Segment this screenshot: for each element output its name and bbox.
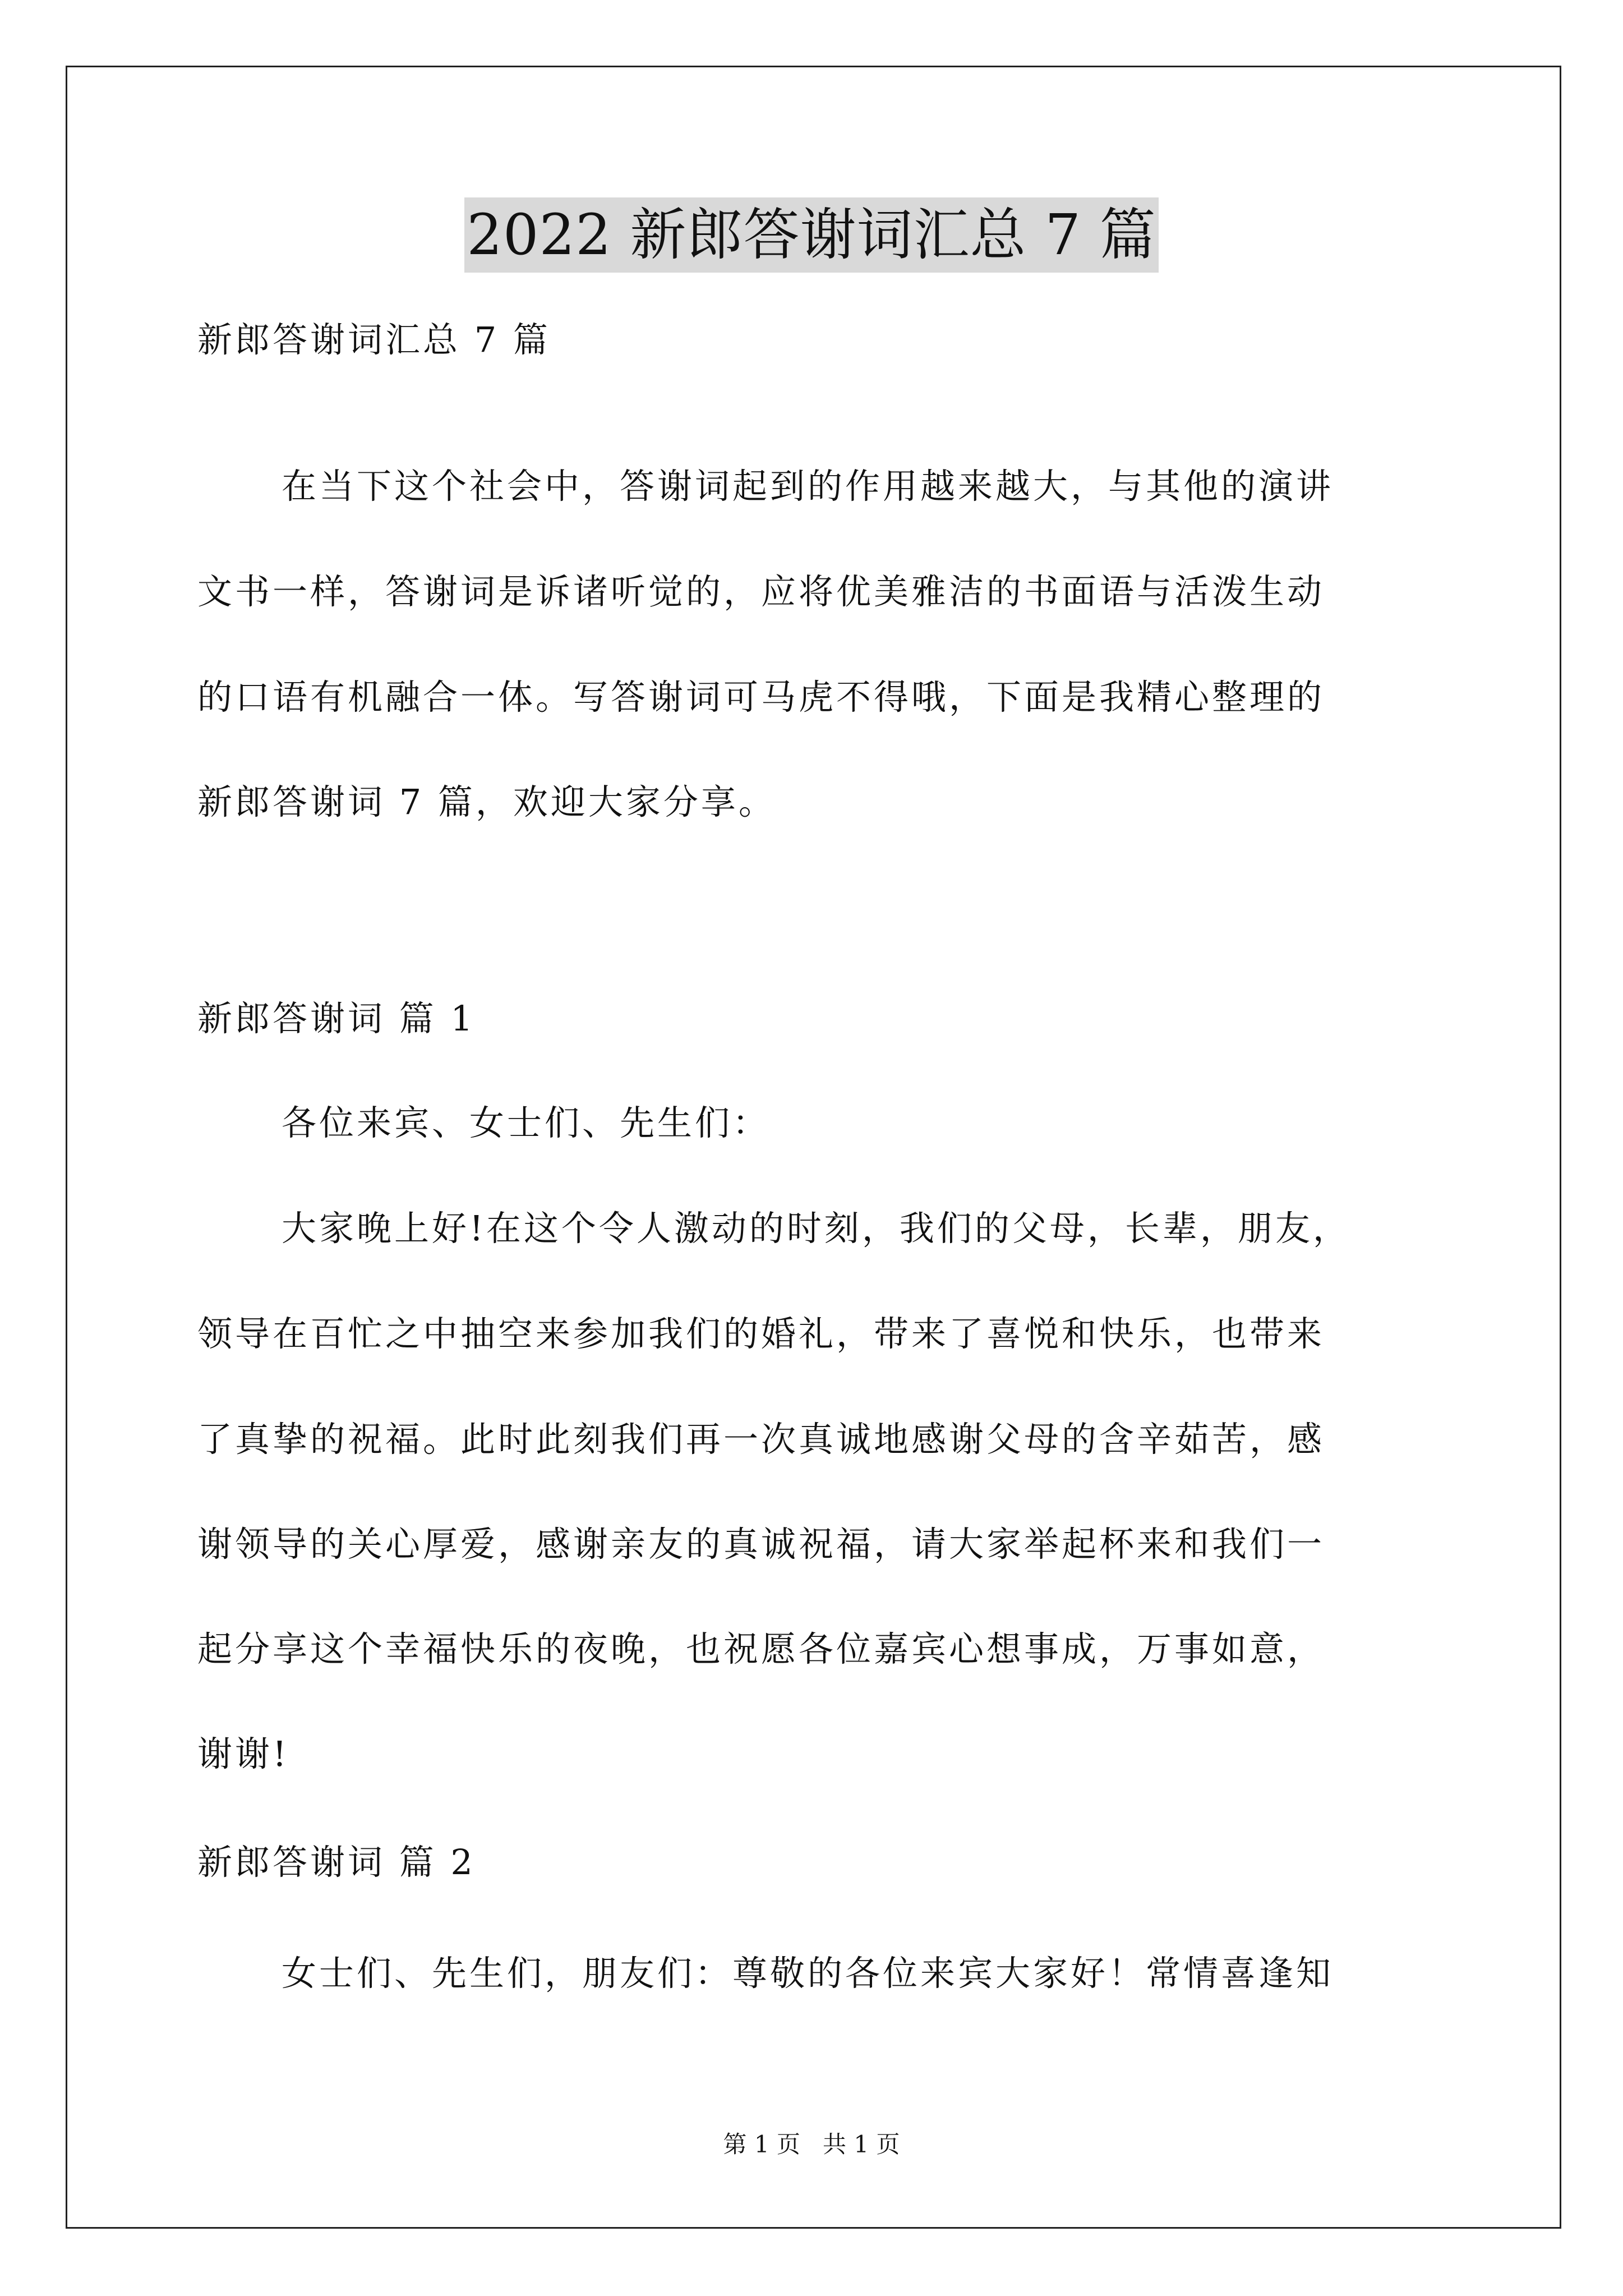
section-1-heading: 新郎答谢词 篇 1 <box>197 998 476 1039</box>
intro-line-4: 新郎答谢词 7 篇，欢迎大家分享。 <box>197 781 776 822</box>
document-title: 2022 新郎答谢词汇总 7 篇 <box>464 197 1158 273</box>
section-1-line-6: 谢谢! <box>197 1733 289 1774</box>
title-container <box>0 197 1623 273</box>
section-1-line-1: 大家晚上好!在这个令人激动的时刻，我们的父母，长辈，朋友， <box>282 1208 1350 1249</box>
section-2-heading: 新郎答谢词 篇 2 <box>197 1842 476 1883</box>
document-subtitle: 新郎答谢词汇总 7 篇 <box>197 319 551 360</box>
section-1-line-4: 谢领导的关心厚爱，感谢亲友的真诚祝福，请大家举起杯来和我们一 <box>197 1524 1325 1565</box>
page-border <box>66 66 1561 2229</box>
intro-line-2: 文书一样，答谢词是诉诸听觉的，应将优美雅洁的书面语与活泼生动 <box>197 571 1325 612</box>
section-1-line-5: 起分享这个幸福快乐的夜晚，也祝愿各位嘉宾心想事成，万事如意， <box>197 1628 1325 1669</box>
section-1-line-3: 了真挚的祝福。此时此刻我们再一次真诚地感谢父母的含辛茹苦，感 <box>197 1419 1325 1460</box>
section-2-line-1: 女士们、先生们，朋友们：尊敬的各位来宾大家好！常情喜逢知 <box>282 1953 1334 1994</box>
page-footer: 第 1 页 共 1 页 <box>723 2131 900 2158</box>
section-1-line-2: 领导在百忙之中抽空来参加我们的婚礼，带来了喜悦和快乐，也带来 <box>197 1313 1325 1354</box>
intro-line-3: 的口语有机融合一体。写答谢词可马虎不得哦，下面是我精心整理的 <box>197 677 1325 717</box>
intro-line-1: 在当下这个社会中，答谢词起到的作用越来越大，与其他的演讲 <box>282 466 1334 507</box>
section-1-greeting: 各位来宾、女士们、先生们： <box>282 1102 771 1143</box>
